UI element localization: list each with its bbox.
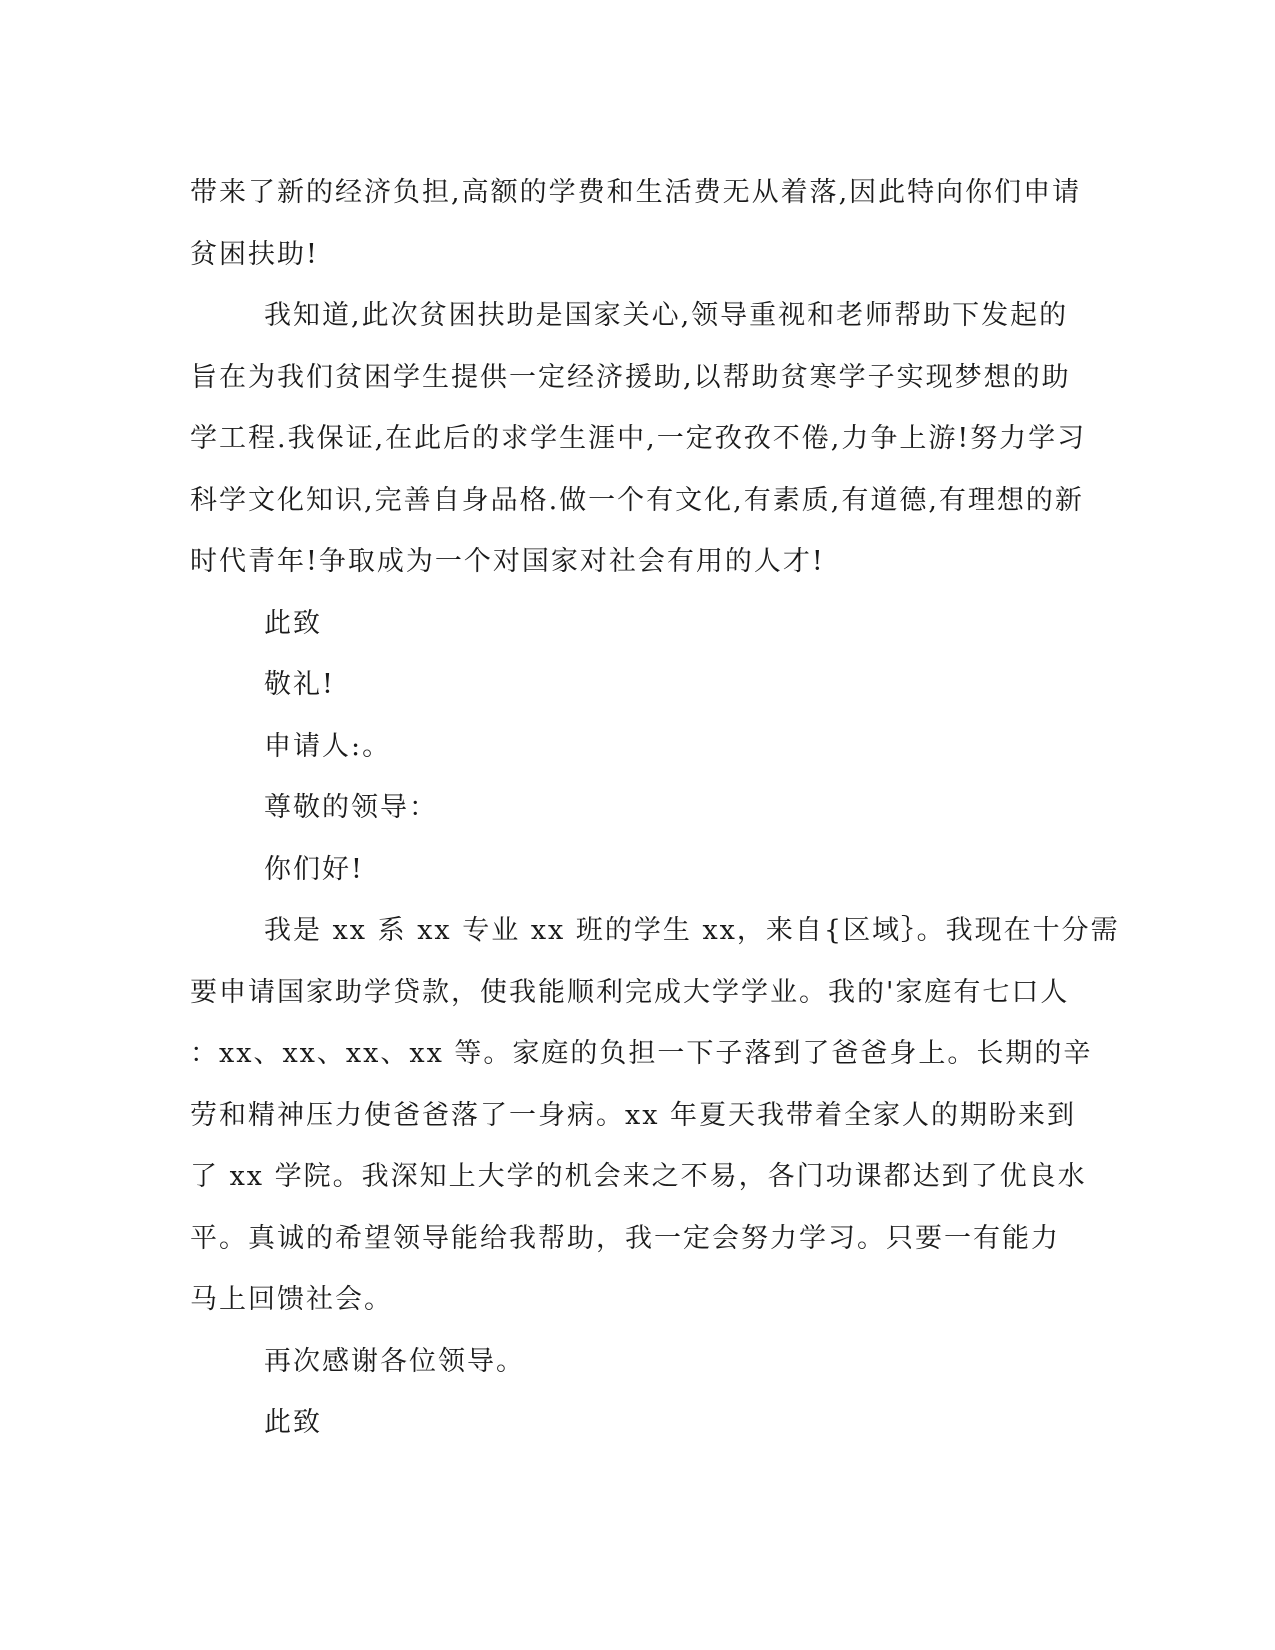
text-line: 带来了新的经济负担,高额的学费和生活费无从着落,因此特向你们申请 xyxy=(190,177,1082,208)
closing-salutation: 此致 xyxy=(264,607,322,639)
document-body xyxy=(190,162,1120,1454)
greeting-addressee: 尊敬的领导： xyxy=(264,792,438,823)
text-line: 马上回馈社会。 xyxy=(190,1284,393,1315)
text-line: 了 xx 学院。我深知上大学的机会来之不易，各门功课都达到了优良水 xyxy=(190,1161,1087,1192)
text-line: 劳和精神压力使爸爸落了一身病。xx 年夏天我带着全家人的期盼来到 xyxy=(190,1099,1077,1131)
text-line: 平。真诚的希望领导能给我帮助，我一定会努力学习。只要一有能力 xyxy=(190,1222,1060,1254)
greeting-hello: 你们好! xyxy=(264,853,364,885)
text-line: 贫困扶助! xyxy=(190,238,319,270)
text-line: 我是 xx 系 xx 专业 xx 班的学生 xx，来自{区域｝。我现在十分需 xyxy=(264,915,1120,946)
text-line: 我知道,此次贫困扶助是国家关心,领导重视和老师帮助下发起的 xyxy=(264,300,1069,331)
text-line: 时代青年!争取成为一个对国家对社会有用的人才! xyxy=(190,546,825,577)
text-line: 科学文化知识,完善自身品格.做一个有文化,有素质,有道德,有理想的新 xyxy=(190,484,1084,516)
thanks-line: 再次感谢各位领导。 xyxy=(264,1345,525,1377)
text-line: 要申请国家助学贷款，使我能顺利完成大学学业。我的'家庭有七口人 xyxy=(190,976,1070,1008)
applicant-signature: 申请人:。 xyxy=(264,730,392,762)
text-line: 学工程.我保证,在此后的求学生涯中,一定孜孜不倦,力争上游!努力学习 xyxy=(190,423,1087,454)
closing-salutation: 此致 xyxy=(264,1407,322,1438)
text-line: ：xx、xx、xx、xx 等。家庭的负担一下子落到了爸爸身上。长期的辛 xyxy=(190,1038,1093,1069)
text-line: 旨在为我们贫困学生提供一定经济援助,以帮助贫寒学子实现梦想的助 xyxy=(190,361,1071,393)
closing-regards: 敬礼! xyxy=(264,669,335,700)
